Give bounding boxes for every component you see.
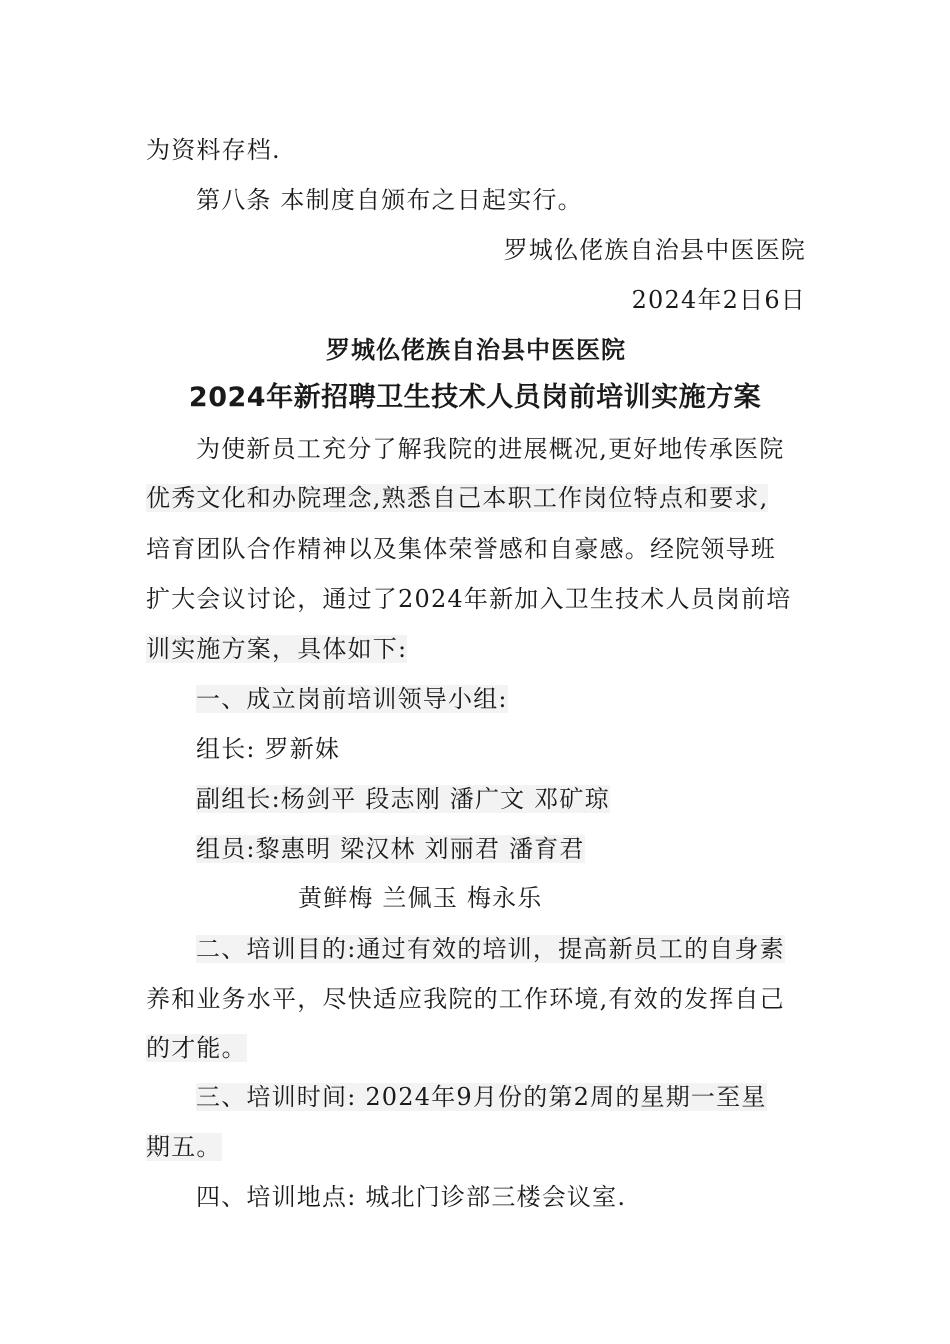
- paragraph-line: 期五。: [146, 1133, 222, 1161]
- paragraph-line: 扩大会议讨论，通过了2024年新加入卫生技术人员岗前培: [146, 585, 792, 613]
- deputy-leaders: 副组长:杨剑平 段志刚 潘广文 邓矿琼: [196, 785, 610, 813]
- paragraph-line: 优秀文化和办院理念,熟悉自己本职工作岗位特点和要求,: [146, 484, 769, 512]
- section-one-heading: 一、成立岗前培训领导小组:: [196, 685, 508, 713]
- section-two-heading: 二、培训目的:通过有效的培训，提高新员工的自身素: [196, 935, 785, 963]
- paragraph-line: 训实施方案，具体如下:: [146, 635, 408, 663]
- paragraph-line: 为使新员工充分了解我院的进展概况,更好地传承医院: [196, 435, 785, 463]
- plan-title: 2024年新招聘卫生技术人员岗前培训实施方案: [188, 382, 762, 413]
- group-leader: 组长: 罗新妹: [196, 735, 341, 763]
- article-eight: 第八条 本制度自颁布之日起实行。: [196, 186, 583, 214]
- paragraph-line: 养和业务水平，尽快适应我院的工作环境,有效的发挥自己: [146, 985, 785, 1013]
- paragraph-line: 的才能。: [146, 1034, 247, 1062]
- group-members: 组员:黎惠明 梁汉林 刘丽君 潘育君: [196, 835, 585, 863]
- org-title: 罗城仫佬族自治县中医医院: [326, 335, 626, 364]
- group-members-cont: 黄鲜梅 兰佩玉 梅永乐: [298, 884, 543, 912]
- signature-date: 2024年2日6日: [631, 286, 806, 314]
- signature-org: 罗城仫佬族自治县中医医院: [503, 236, 806, 264]
- text-line: 为资料存档.: [146, 136, 281, 164]
- section-three-heading: 三、培训时间: 2024年9月份的第2周的星期一至星: [196, 1083, 767, 1111]
- paragraph-line: 培育团队合作精神以及集体荣誉感和自豪感。经院领导班: [146, 535, 776, 563]
- section-four-heading: 四、培训地点: 城北门诊部三楼会议室.: [196, 1183, 627, 1211]
